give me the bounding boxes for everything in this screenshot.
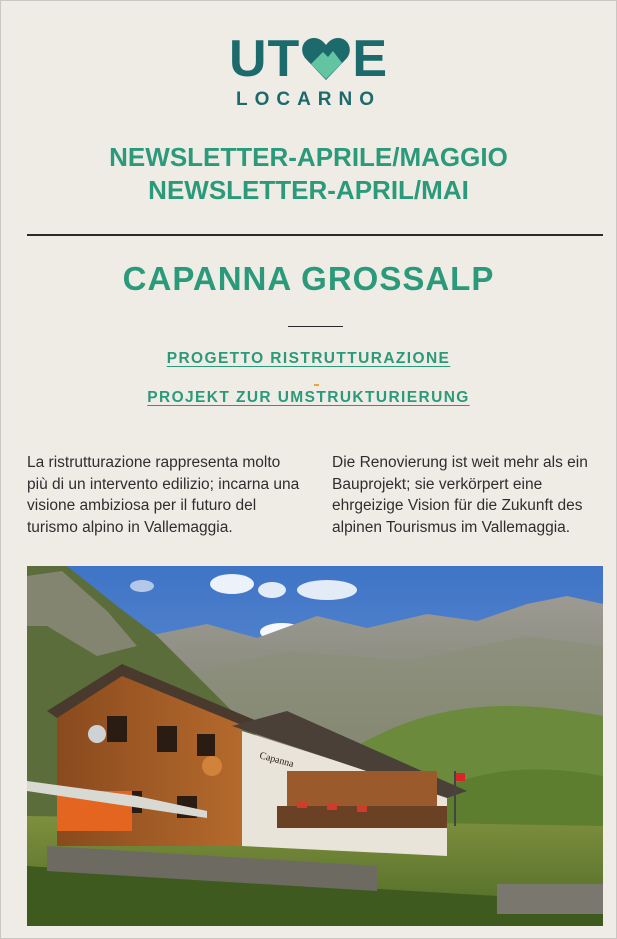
- newsletter-title-it: NEWSLETTER-APRILE/MAGGIO: [109, 142, 508, 172]
- mountain-hut-image: [27, 566, 603, 926]
- article-text-de: Die Renovierung ist weit mehr als ein Bauprojekt; sie verkörpert eine ehrgeizige Vision für die Zukunft des alpinen Tourismus im Vallemaggia.: [332, 454, 588, 536]
- logo-subtitle: LOCARNO: [235, 89, 382, 110]
- logo-word-left: UT: [228, 30, 301, 88]
- heart-mountain-icon: [301, 36, 351, 82]
- logo-wordmark: [228, 30, 388, 88]
- hut-sign: Capanna: [258, 750, 295, 770]
- newsletter-title-de: NEWSLETTER-APRIL/MAI: [148, 175, 469, 205]
- logo-word-right: E: [352, 30, 388, 88]
- capanna-photo[interactable]: [27, 566, 603, 926]
- link-project-de[interactable]: PROJEKT ZUR UMSTRUKTURIERUNG: [147, 389, 470, 406]
- article-text-it: La ristrutturazione rappresenta molto più di un intervento edilizio; incarna una visione ambiziosa per il futuro del turismo alpino in Vallemaggia.: [27, 454, 300, 536]
- section-divider: [27, 234, 603, 236]
- link-project-it[interactable]: PROGETTO RISTRUTTURAZIONE: [166, 350, 451, 367]
- decorative-dash: [314, 384, 319, 386]
- title-divider: [288, 326, 343, 327]
- utoe-logo[interactable]: [1, 30, 616, 88]
- article-title: CAPANNA GROSSALP: [122, 260, 495, 297]
- newsletter-title: [1, 141, 616, 207]
